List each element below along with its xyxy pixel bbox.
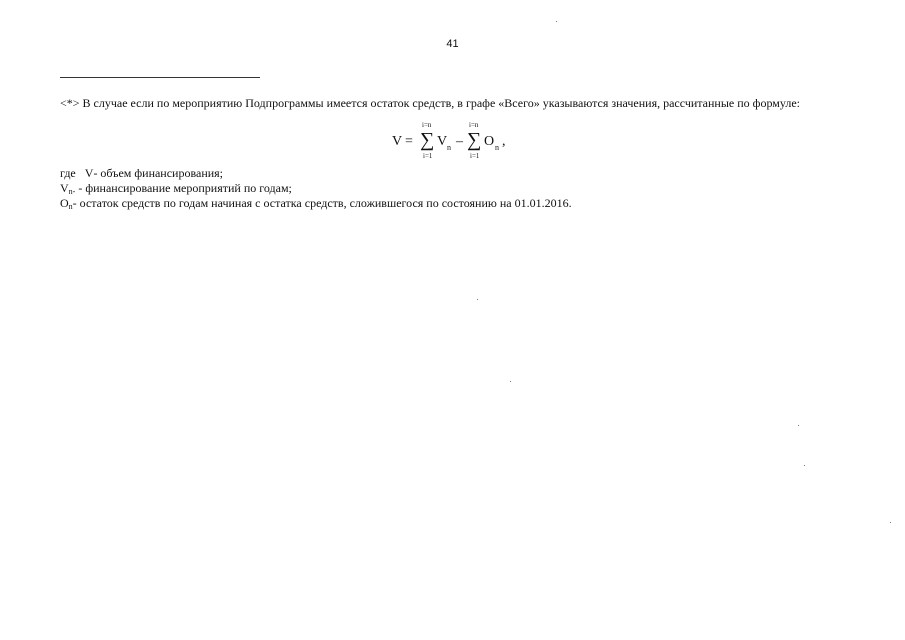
footnote-text: <*> В случае если по мероприятию Подпрограммы имеется остаток средств, в графе «Всего» указываются значения, рассчитанные по формуле: (60, 96, 800, 110)
definition-variable: V (84, 166, 94, 180)
definition-text: - остаток средств по годам начиная с остатка средств, сложившегося по состоянию на 01.01.2016. (72, 196, 572, 210)
definition-balance (60, 196, 572, 214)
scan-speck (477, 299, 478, 300)
sum2-lower-limit: i=1 (470, 152, 480, 160)
sum1-lower-limit: i=1 (423, 152, 433, 160)
sum1-symbol: ∑ (420, 129, 435, 151)
sum1-upper-limit: i=n (422, 121, 432, 129)
scan-speck (798, 425, 799, 426)
footnote-separator-line (60, 77, 260, 78)
financing-formula (392, 120, 522, 164)
term1-subscript: n (447, 143, 451, 152)
sum2-upper-limit: i=n (469, 121, 479, 129)
term2-variable: O (484, 134, 495, 149)
scan-speck (510, 381, 511, 382)
scan-speck (890, 522, 891, 523)
definition-prefix: где (60, 166, 85, 180)
definition-variable: O (60, 196, 69, 210)
scan-speck (556, 21, 557, 22)
term2-subscript: n (495, 143, 499, 152)
definition-text: - финансирование мероприятий по годам; (75, 181, 292, 195)
definition-variable: V (60, 181, 69, 195)
scan-speck (804, 465, 805, 466)
definition-subscript: n- (68, 187, 76, 196)
definition-text: - объем финансирования; (93, 166, 224, 180)
page-number: 41 (446, 38, 459, 50)
formula-trailing-comma: , (502, 134, 506, 149)
formula-lhs: V (392, 134, 403, 149)
sum2-symbol: ∑ (467, 129, 482, 151)
definition-subscript: n (68, 202, 73, 211)
formula-minus: – (456, 134, 463, 149)
term1-variable: V (437, 134, 448, 149)
formula-equals: = (405, 134, 413, 149)
